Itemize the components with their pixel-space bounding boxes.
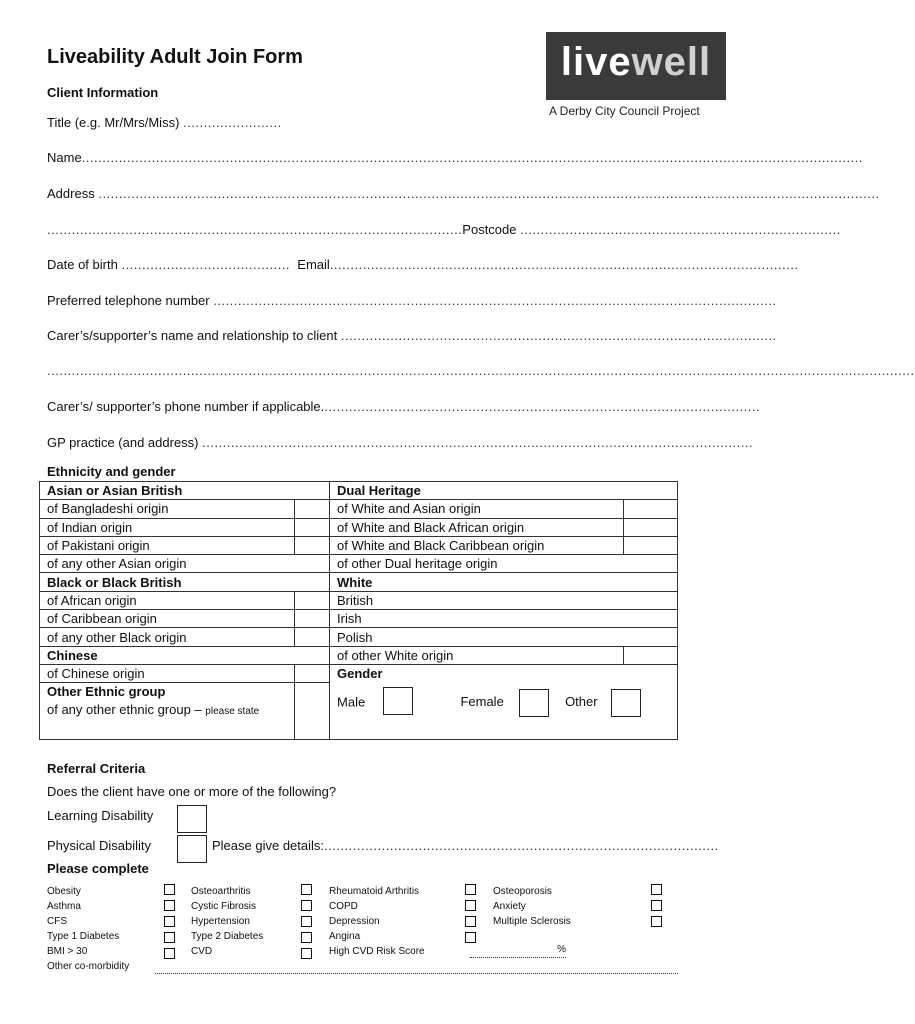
checkbox[interactable] [301, 916, 312, 927]
dual-tick-box[interactable] [624, 536, 678, 554]
name-field[interactable]: Name.............................................................................................................................................................................................. [47, 150, 863, 165]
condition-label: Cystic Fibrosis [191, 901, 257, 912]
gp-label: GP practice (and address) [47, 435, 199, 450]
address-label: Address [47, 186, 95, 201]
condition-label: Other co-morbidity [47, 961, 130, 972]
gender-female-box[interactable] [519, 689, 549, 717]
gp-field[interactable]: GP practice (and address) ...................................................................................................................................... [47, 435, 754, 450]
checkbox[interactable] [301, 932, 312, 943]
asian-tick-box[interactable] [295, 518, 330, 536]
checkbox[interactable] [465, 916, 476, 927]
checkbox[interactable] [301, 900, 312, 911]
checkbox-col-2 [301, 884, 312, 964]
details-label: Please give details: [212, 838, 325, 853]
condition-label: CFS [47, 916, 67, 927]
black-tick-box[interactable] [295, 628, 330, 646]
other-ethnic-text: of any other ethnic group – [47, 702, 202, 718]
title-field[interactable]: Title (e.g. Mr/Mrs/Miss) ........................ [47, 115, 282, 130]
checkbox-col-4 [651, 884, 662, 932]
white-option: British [330, 591, 678, 609]
logo-word-well: well [631, 40, 712, 84]
learning-disability-box[interactable] [177, 805, 207, 833]
physical-disability-label: Physical Disability [47, 838, 152, 853]
gender-other-box[interactable] [611, 689, 641, 717]
gender-other-label: Other [565, 694, 598, 710]
physical-disability-box[interactable] [177, 835, 207, 863]
conditions-col-3 [329, 884, 425, 959]
dual-option: of White and Asian origin [330, 500, 624, 518]
percent-sign: % [557, 944, 566, 955]
details-field[interactable]: Please give details:................................................................................................ [212, 838, 719, 853]
black-tick-box[interactable] [295, 610, 330, 628]
other-ethnic-tick-box[interactable] [295, 683, 330, 740]
conditions-col-4 [493, 884, 571, 929]
white-option: of other White origin [330, 646, 624, 664]
address-field[interactable]: Address .............................................................................................................................................................................................. [47, 186, 880, 201]
dual-tick-box[interactable] [624, 518, 678, 536]
gender-cell [330, 683, 678, 740]
address-line-2[interactable]: .....................................................................................................Postcode .............................................................................. [47, 222, 841, 237]
checkbox[interactable] [164, 932, 175, 943]
dual-header: Dual Heritage [330, 482, 678, 500]
carer-line-2[interactable]: ................................................................................................................................................................................................................... [47, 363, 915, 378]
cvd-risk-score-field[interactable] [470, 944, 566, 958]
checkbox[interactable] [164, 948, 175, 959]
checkbox[interactable] [651, 884, 662, 895]
black-header: Black or Black British [40, 573, 330, 591]
gender-male-box[interactable] [383, 687, 413, 715]
condition-label: Rheumatoid Arthritis [329, 886, 420, 897]
condition-label: Obesity [47, 886, 81, 897]
form-title: Liveability Adult Join Form [47, 46, 303, 68]
asian-tick-box[interactable] [295, 500, 330, 518]
other-ethnic-header: Other Ethnic group [47, 684, 166, 700]
dual-option: of White and Black Caribbean origin [330, 536, 624, 554]
referral-heading: Referral Criteria [47, 761, 146, 776]
condition-label: COPD [329, 901, 358, 912]
other-comorbidity-field[interactable] [155, 972, 678, 974]
asian-tick-box[interactable] [295, 536, 330, 554]
logo-word-live: live [560, 40, 632, 84]
asian-option: of Bangladeshi origin [40, 500, 295, 518]
condition-label: Osteoporosis [493, 886, 552, 897]
dual-tick-box[interactable] [624, 500, 678, 518]
checkbox[interactable] [164, 900, 175, 911]
condition-label: Hypertension [191, 916, 250, 927]
other-ethnic-note: please state [205, 706, 260, 718]
chinese-header: Chinese [40, 646, 330, 664]
condition-label: Asthma [47, 901, 81, 912]
gender-female-label: Female [460, 694, 504, 710]
learning-disability-label: Learning Disability [47, 808, 154, 823]
client-info-heading: Client Information [47, 85, 159, 100]
asian-option: of Pakistani origin [40, 536, 295, 554]
please-complete-heading: Please complete [47, 861, 149, 876]
dob-email-field[interactable]: Date of birth ......................................... Email.................................................................................................................. [47, 257, 799, 272]
checkbox-col-1 [164, 884, 175, 964]
phone-field[interactable]: Preferred telephone number ......................................................................................................................................... [47, 293, 777, 308]
white-option: Polish [330, 628, 678, 646]
checkbox[interactable] [465, 884, 476, 895]
carer-field[interactable]: Carer’s/supporter’s name and relationship to client .......................................................................................................... [47, 328, 777, 343]
asian-option: of Indian origin [40, 518, 295, 536]
title-label: Title (e.g. Mr/Mrs/Miss) [47, 115, 180, 130]
referral-question: Does the client have one or more of the following? [47, 784, 337, 799]
asian-header: Asian or Asian British [40, 482, 330, 500]
checkbox[interactable] [465, 932, 476, 943]
black-option: of Caribbean origin [40, 610, 295, 628]
livewell-logo [546, 32, 726, 100]
condition-label: Multiple Sclerosis [493, 916, 571, 927]
name-label: Name [47, 150, 82, 165]
conditions-col-1 [47, 884, 129, 974]
condition-label: Depression [329, 916, 380, 927]
ethnicity-table [39, 481, 678, 740]
condition-label: High CVD Risk Score [329, 946, 425, 957]
black-tick-box[interactable] [295, 591, 330, 609]
asian-option: of any other Asian origin [40, 555, 330, 573]
dual-option: of other Dual heritage origin [330, 555, 678, 573]
condition-label: Anxiety [493, 901, 526, 912]
checkbox[interactable] [164, 916, 175, 927]
condition-label: Angina [329, 931, 361, 942]
black-option: of African origin [40, 591, 295, 609]
carer-label: Carer’s/supporter’s name and relationship to client [47, 328, 338, 343]
dob-label: Date of birth [47, 257, 118, 272]
conditions-col-2 [191, 884, 263, 959]
checkbox[interactable] [301, 884, 312, 895]
condition-label: BMI > 30 [47, 946, 88, 957]
condition-label: CVD [191, 946, 213, 957]
phone-label: Preferred telephone number [47, 293, 210, 308]
email-label: Email [297, 257, 330, 272]
carer-phone-field[interactable]: Carer’s/ supporter’s phone number if applicable........................................................................................................... [47, 399, 761, 414]
postcode-label: Postcode [462, 222, 517, 237]
white-option: Irish [330, 610, 678, 628]
white-header: White [330, 573, 678, 591]
condition-label: Osteoarthritis [191, 886, 251, 897]
checkbox[interactable] [651, 916, 662, 927]
checkbox-col-3 [465, 884, 476, 948]
logo-subtitle: A Derby City Council Project [549, 104, 700, 118]
other-ethnic-cell [40, 683, 295, 740]
ethnicity-heading: Ethnicity and gender [47, 464, 176, 479]
checkbox[interactable] [301, 948, 312, 959]
dual-option: of White and Black African origin [330, 518, 624, 536]
chinese-tick-box[interactable] [295, 664, 330, 682]
gender-header: Gender [330, 664, 678, 682]
condition-label: Type 2 Diabetes [191, 931, 264, 942]
checkbox[interactable] [465, 900, 476, 911]
black-option: of any other Black origin [40, 628, 295, 646]
white-tick-box[interactable] [624, 646, 678, 664]
checkbox[interactable] [164, 884, 175, 895]
chinese-option: of Chinese origin [40, 664, 295, 682]
checkbox[interactable] [651, 900, 662, 911]
gender-male-label: Male [337, 694, 366, 710]
condition-label: Type 1 Diabetes [47, 931, 120, 942]
carer-phone-label: Carer’s/ supporter’s phone number if applicable. [47, 399, 325, 414]
